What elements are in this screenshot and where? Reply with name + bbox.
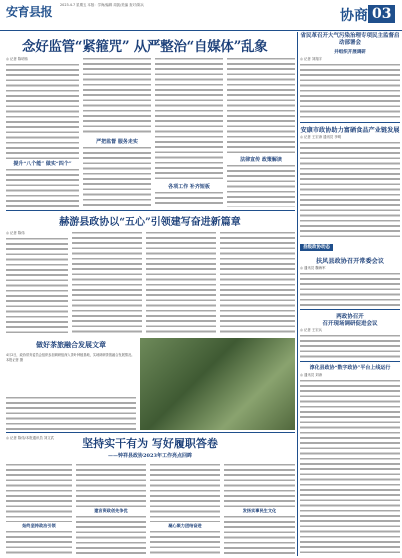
right-story-1-byline: ◎ 记者 刘翔宇	[300, 57, 323, 61]
lead-col-2	[83, 56, 151, 136]
section-title: 协商	[340, 8, 368, 24]
tea-garden-photo	[140, 338, 295, 430]
lead-col-3b	[155, 190, 223, 207]
lead-subhead-1: 提升“八个能” 做实“四个”	[13, 161, 72, 167]
lead-col-4b	[227, 163, 295, 207]
lead-col-3	[155, 56, 223, 181]
right-divider-1	[300, 122, 400, 123]
bottom-col-3	[150, 462, 220, 522]
right-story-1-sub: 并组织开展调研	[334, 50, 366, 55]
right-story-4-byline: ◎ 记者 王宏兵	[300, 328, 323, 332]
right-story-4-title2: 召开现场调研促进会议	[322, 321, 378, 327]
page-number: 03	[368, 5, 395, 23]
divider-2	[6, 432, 295, 433]
masthead	[0, 0, 402, 31]
bottom-subhead-2: 建言资政创先争优	[94, 508, 128, 513]
lead-col-1b	[6, 167, 79, 207]
second-col-4	[220, 230, 295, 334]
lead-subhead-4: 法律宣传 政策解读	[240, 157, 282, 163]
lead-subhead-3: 各项工作 补齐短板	[168, 184, 210, 190]
second-headline: 赫游县政协以“五心”引领建写奋进新篇章	[59, 217, 241, 228]
right-divider-3	[300, 361, 400, 362]
lead-col-2b	[83, 145, 151, 207]
right-story-2-text	[300, 140, 400, 240]
right-story-3-text	[300, 271, 400, 307]
bottom-col-4b	[224, 514, 295, 555]
right-story-5-byline: ◎ 通讯员 刘涛	[300, 373, 323, 377]
second-col-2	[72, 230, 142, 334]
bottom-subheadline: ——钟祥县政协2023年工作亮点回眸	[108, 453, 192, 459]
second-col-3	[146, 230, 216, 334]
lead-byline: ◎ 记者 陈明伟	[6, 57, 29, 61]
bottom-col-4	[224, 462, 295, 507]
lead-col-1	[6, 62, 79, 160]
second-col-1	[6, 236, 68, 334]
bottom-subhead-4: 发扬实事民生文化	[242, 508, 277, 513]
right-story-1-text	[300, 62, 400, 120]
second-byline: ◎ 记者 陈伟	[6, 231, 25, 235]
right-column-rule	[297, 32, 298, 556]
photo-story-headline: 做好茶旅融合发展文章	[36, 340, 106, 349]
divider	[6, 210, 295, 211]
bottom-byline: ◎ 记者 陈伟/本报通讯员 刘文武	[6, 436, 55, 440]
right-story-4-title: 两政协召开	[336, 314, 364, 320]
lead-col-4	[227, 56, 295, 154]
bottom-subhead-1: 始终坚持政治引领	[22, 523, 56, 528]
right-story-4-text	[300, 333, 400, 359]
photo-story-caption: 4月2日，政协常务委员会组织参加调研组深入茶叶种植基地，实地调研茶旅融合发展情况。本报记者 摄	[6, 353, 135, 362]
county-news-tag: 县级政协动态	[300, 244, 333, 251]
lead-subhead-2: 严把监督 服务走实	[96, 139, 138, 145]
bottom-headline: 坚持实干有为 写好履职答卷	[82, 437, 218, 450]
right-story-3-byline: ◎ 通讯员 魏海军	[300, 266, 326, 270]
bottom-col-2b	[76, 514, 146, 555]
lead-headline: 念好监管“紧箍咒” 从严整治“自媒体”乱象	[22, 39, 268, 55]
photo-story-text	[6, 395, 136, 430]
right-story-3-title: 扶风县政协召开常委会议	[315, 258, 385, 265]
bottom-col-3b	[150, 529, 220, 555]
right-story-2-title: 安康市政协助力富硒食品产业链发展	[300, 127, 400, 134]
right-story-1-title: 省民革召开大气污染治理专项民主监督启动部署会	[300, 33, 400, 46]
right-story-5-title: 淳化县政协“数字政协”平台上线运行	[309, 365, 391, 371]
bottom-subhead-3: 凝心聚力团结奋进	[168, 523, 202, 528]
issue-info: 2023.4.7 星期五 本版：学海/编辑 周凯/美编 查对/陈兵	[60, 3, 144, 7]
newspaper-logo: 安育县报	[6, 5, 53, 19]
bottom-col-2	[76, 462, 146, 507]
right-story-5-text	[300, 378, 400, 555]
right-divider-2	[300, 309, 400, 310]
bottom-col-1	[6, 462, 72, 522]
right-story-2-byline: ◎ 记者 王宏涛 通讯员 李明	[300, 135, 342, 139]
bottom-col-1b	[6, 529, 72, 555]
